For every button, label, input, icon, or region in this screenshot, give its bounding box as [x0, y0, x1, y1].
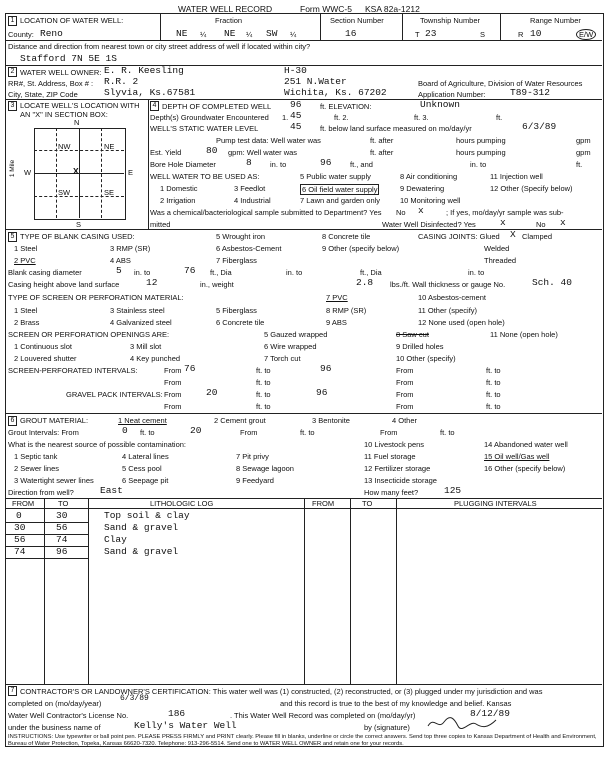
- screen-pvc-selected: 7 PVC: [326, 293, 348, 302]
- board-label: Board of Agriculture, Division of Water Resources: [418, 79, 583, 88]
- depth-label: DEPTH OF COMPLETED WELL: [162, 102, 272, 111]
- section-3-number: 3: [8, 101, 17, 111]
- grout-label: GROUT MATERIAL:: [20, 416, 89, 425]
- form-number: Form WWC-5: [300, 4, 352, 14]
- range-direction: E/W: [576, 29, 596, 40]
- screen-interval-to: 96: [320, 363, 332, 374]
- openings-label: SCREEN OR PERFORATION OPENINGS ARE:: [8, 330, 170, 339]
- owner-label: WATER WELL OWNER:: [20, 68, 102, 77]
- casing-height: 12: [146, 277, 158, 288]
- contamination-direction: East: [100, 485, 123, 496]
- rr-label: RR#, St. Address, Box # :: [8, 79, 94, 88]
- static-level-label: WELL'S STATIC WATER LEVEL: [150, 124, 259, 133]
- license-number: 186: [168, 708, 186, 719]
- completion-date: 6/3/89: [120, 694, 149, 703]
- application-number: T89-312: [510, 87, 550, 98]
- screen-interval-from: 76: [184, 363, 196, 374]
- county-value: Reno: [40, 28, 63, 39]
- well-location-mark: X: [73, 166, 79, 176]
- fraction-label: Fraction: [215, 16, 243, 25]
- fraction-1: NE: [176, 28, 188, 39]
- owner-name-2: H-30: [284, 65, 307, 76]
- distance-label: Distance and direction from nearest town or city street address of well if located within city?: [8, 42, 311, 51]
- grout-to: 20: [190, 425, 202, 436]
- contamination-distance: 125: [444, 485, 462, 496]
- section-number-label: Section Number: [330, 16, 384, 25]
- owner-address-2: 251 N.Water: [284, 76, 347, 87]
- section-2-number: 2: [8, 67, 17, 77]
- elevation-value: Unknown: [420, 99, 460, 110]
- section-4-number: 4: [150, 101, 159, 111]
- owner-name: E. R. Keesling: [104, 65, 184, 76]
- section-6-number: 6: [8, 416, 17, 426]
- grout-from: 0: [122, 425, 128, 436]
- instructions: INSTRUCTIONS: Use typewriter or ball point pen. PLEASE PRESS FIRMLY and PRINT clearly. Please fill in blanks, underline or circle the correct answers. Send top three copies to Kansas Department of Health and Environment, Bureau of Water Protection, Topeka, Kansas 66620-7320. Telephone: 913-296-5514. Send one to WATER WELL OWNER and retain one for your records.: [8, 734, 597, 747]
- township-label: Township Number: [420, 16, 481, 25]
- gravel-intervals-label: GRAVEL PACK INTERVALS:: [66, 390, 163, 399]
- opening-saw-cut-selected: 8 Saw cut: [396, 330, 429, 339]
- record-date: 8/12/89: [470, 708, 510, 719]
- wall-gauge: Sch. 40: [532, 277, 572, 288]
- business-name: Kelly's Water Well: [134, 720, 237, 731]
- casing-depth: 76: [184, 265, 196, 276]
- contamination-label: What is the nearest source of possible contamination:: [8, 440, 187, 449]
- signature: [426, 714, 506, 732]
- form-title: WATER WELL RECORD: [178, 4, 273, 14]
- certification-text: CONTRACTOR'S OR LANDOWNER'S CERTIFICATION: This water well was (1) constructed, (2) reconstructed, or (3) plugged under my jurisdiction and was: [20, 687, 543, 696]
- casing-diameter: 5: [116, 265, 122, 276]
- depth-value: 96: [290, 99, 302, 110]
- casing-weight: 2.8: [356, 277, 374, 288]
- gravel-interval-to: 96: [316, 387, 328, 398]
- yield-value: 80: [206, 145, 218, 156]
- city-label: City, State, ZIP Code: [8, 90, 78, 99]
- range-label: Range Number: [530, 16, 581, 25]
- owner-address: R.R. 2: [104, 76, 139, 87]
- static-level-date: 6/3/89: [522, 121, 557, 132]
- groundwater-label: Depth(s) Groundwater Encountered: [150, 113, 269, 122]
- locate-label: LOCATE WELL'S LOCATION WITH AN "X" IN SECTION BOX:: [20, 101, 140, 119]
- bore-depth: 96: [320, 157, 332, 168]
- static-level-value: 45: [290, 121, 302, 132]
- bore-diameter: 8: [246, 157, 252, 168]
- location-label: LOCATION OF WATER WELL:: [20, 16, 124, 25]
- contamination-oil-gas-selected: 15 Oil well/Gas well: [484, 452, 550, 461]
- gravel-interval-from: 20: [206, 387, 218, 398]
- casing-label: TYPE OF BLANK CASING USED:: [20, 232, 135, 241]
- owner-city: Slyvia, Ks.67581: [104, 87, 196, 98]
- township-number: 23: [425, 28, 437, 39]
- screen-label: TYPE OF SCREEN OR PERFORATION MATERIAL:: [8, 293, 184, 302]
- ksa-reference: KSA 82a-1212: [365, 4, 420, 14]
- grout-neat-cement-selected: 1 Neat cement: [118, 416, 167, 425]
- section-1-number: 1: [8, 16, 17, 26]
- application-label: Application Number:: [418, 90, 486, 99]
- casing-pvc-selected: 2 PVC: [14, 256, 36, 265]
- owner-city-2: Wichita, Ks. 67202: [284, 87, 387, 98]
- screen-intervals-label: SCREEN-PERFORATED INTERVALS:: [8, 366, 138, 375]
- distance-value: Stafford 7N 5E 1S: [20, 53, 117, 64]
- section-5-number: 5: [8, 232, 17, 242]
- county-label: County:: [8, 30, 34, 39]
- groundwater-depth-1: 45: [290, 110, 302, 121]
- fraction-3: SW: [266, 28, 278, 39]
- section-7-number: 7: [8, 686, 17, 696]
- fraction-2: NE: [224, 28, 236, 39]
- section-number: 16: [345, 28, 357, 39]
- range-number: 10: [530, 28, 542, 39]
- use-label: WELL WATER TO BE USED AS:: [150, 172, 260, 181]
- use-oil-field-selected: 6 Oil field water supply: [302, 185, 378, 194]
